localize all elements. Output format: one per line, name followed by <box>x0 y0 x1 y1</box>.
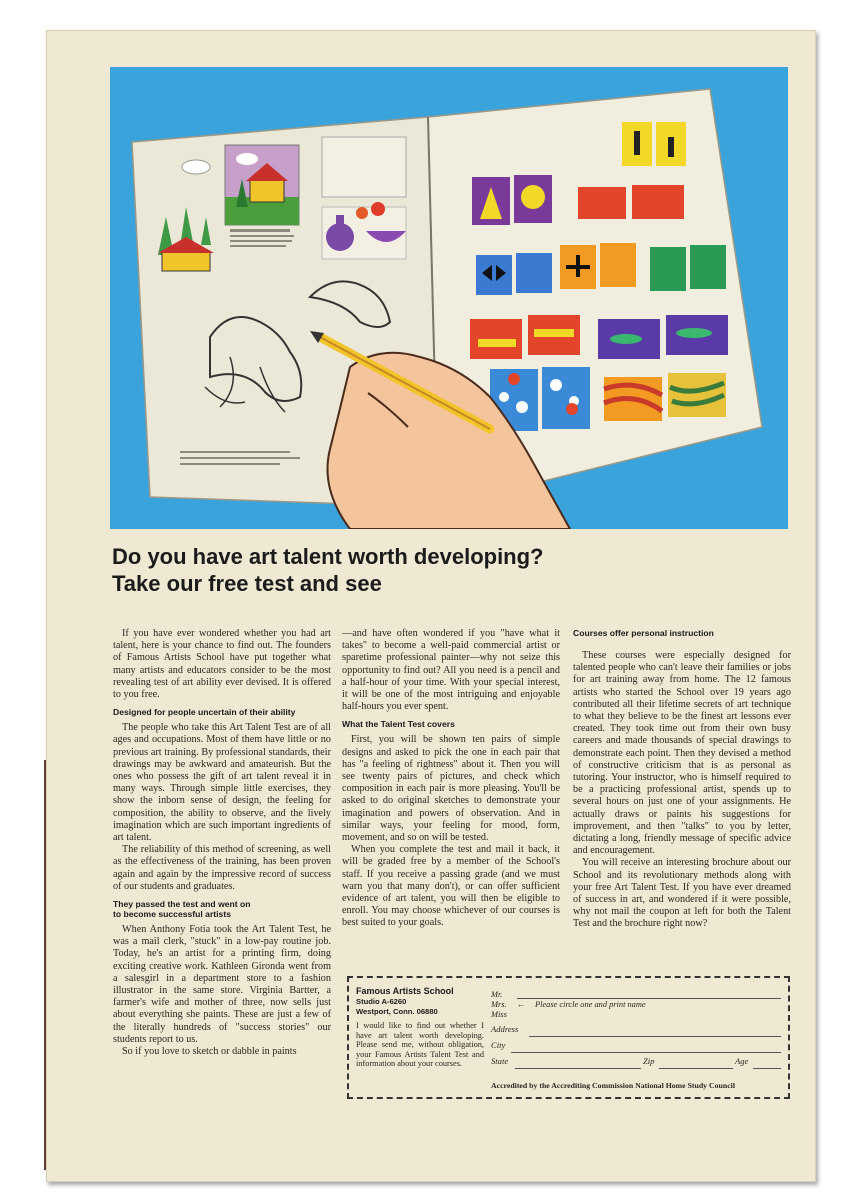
city-field[interactable] <box>491 1040 781 1056</box>
subheading-passed-test-line-2: to become successful artists <box>113 909 231 920</box>
name-line[interactable] <box>517 998 781 999</box>
paragraph-success-stories: When Anthony Fotia took the Art Talent Test, he was a mail clerk, "stuck" in a low-pay routine job. Today, he's an artist for a printing firm, doing exciting creative work. Kathleen Gironda went from a salesgirl in a department store to a fashion illustrator in the same store. Virginia Bartter, a farmer's wife and mother of three, now sells just about everything she paints. These are just a few of the literally hundreds of "success stories" our students report to us. <box>113 924 331 1045</box>
art-test-illustration <box>110 67 788 529</box>
coupon-school-info <box>356 986 484 1069</box>
state-label: State <box>491 1056 509 1066</box>
state-line[interactable] <box>515 1068 641 1069</box>
title-note: Please circle one and print name <box>535 1000 646 1009</box>
paragraph-brochure: You will receive an interesting brochure about our School and its revolutionary methods along with your free Art Talent Test. If you have ever dreamed of success in art, and wondered if it were possible, why not mail the coupon at left for both the Talent Test and the brochure right now? <box>573 857 791 930</box>
paragraph-reliability: The reliability of this method of screening, as well as the effectiveness of the training, has been proven again and again by the impressive record of success of our students and graduates. <box>113 844 331 892</box>
title-field[interactable] <box>491 990 781 1024</box>
paragraph-first-designs: First, you will be shown ten pairs of simple designs and asked to pick the one in each pair that has "a feeling of rightness" about it. Then you will see twenty pairs of pictures, and check which composition in each pair is more pleasing. You'll be asked to do original sketches to demonstrate your imagination and powers of observation. And in similar ways, your feeling for mood, form, movement, and so on will be tested. <box>342 734 560 844</box>
accreditation-note: Accredited by the Accrediting Commission National Home Study Council <box>491 1081 736 1090</box>
city-label: City <box>491 1040 506 1050</box>
paragraph-what-it-takes: —and have often wondered if you "have what it takes" to become a well-paid commercial artist or sparetime professional painter—why not seize this opportunity to find out? All you need is a pencil and a half-hour of your time. With your special interest, it will be one of the most intriguing and enjoyable half-hours you ever spent. <box>342 628 560 713</box>
subheading-personal-instruction: Courses offer personal instruction <box>573 628 714 638</box>
subheading-passed-test <box>113 899 331 919</box>
address-field[interactable] <box>491 1024 781 1040</box>
zip-label: Zip <box>643 1056 655 1066</box>
zip-line[interactable] <box>659 1068 733 1069</box>
subheading-uncertain-ability: Designed for people uncertain of their ability <box>113 707 296 718</box>
address-label: Address <box>491 1024 519 1034</box>
age-line[interactable] <box>753 1068 781 1069</box>
coupon-request-text: I would like to find out whether I have art talent worth developing. Please send me, without obligation, your Famous Artists Talent Test and information about your courses. <box>356 1021 484 1069</box>
coupon-form <box>491 990 781 1072</box>
article-column-2 <box>342 628 560 930</box>
state-zip-age-field[interactable] <box>491 1056 781 1072</box>
intro-paragraph: If you have ever wondered whether you had art talent, here is your chance to find out. The founders of Famous Artists School have put together what many artists and educators consider to be the most revealing test of art ability ever devised. It is offered to you free. <box>113 628 331 701</box>
headline <box>112 543 752 597</box>
paragraph-grading: When you complete the test and mail it back, it will be graded free by a member of the School's staff. If you receive a passing grade (and we must warn you that many don't), or can offer sufficient evidence of art talent, you will then be eligible to enroll. You may choose whichever of our courses is best suited to your goals. <box>342 844 560 929</box>
arrow-left-icon: ← <box>517 1000 526 1009</box>
mail-in-coupon[interactable] <box>347 976 790 1099</box>
title-mrs[interactable]: Mrs. <box>491 1000 507 1009</box>
age-label: Age <box>735 1056 749 1066</box>
subheading-passed-test-line-1: They passed the test and went on <box>113 899 251 910</box>
school-city-state: Westport, Conn. 06880 <box>356 1007 438 1016</box>
headline-line-2: Take our free test and see <box>112 571 382 596</box>
school-name: Famous Artists School <box>356 986 454 996</box>
headline-line-1: Do you have art talent worth developing? <box>112 544 544 569</box>
subheading-test-covers: What the Talent Test covers <box>342 719 455 730</box>
title-miss[interactable]: Miss <box>491 1010 507 1019</box>
test-book-artwork <box>110 67 788 529</box>
paragraph-people: The people who take this Art Talent Test are of all ages and occupations. Most of them have little or no previous art training. By professional standards, their drawings may be awkward and amateurish. But the ones who possess the gift of art talent reveal it in many ways. Through simple little exercises, they show the inborn sense of design, the feeling for composition, the ability to observe, and the lively imagination which are such important ingredients of art talent. <box>113 722 331 844</box>
paragraph-sketch-dabble: So if you love to sketch or dabble in paints <box>122 1046 297 1058</box>
paragraph-courses: These courses were especially designed for talented people who can't leave their families or jobs for art training away from home. The 12 famous artists who started the School over 19 years ago contributed all their lifetime secrets of art technique to what they believe to be the finest art lessons ever created. They took time out from their own busy careers and made thousands of special drawings to demonstrate each point. Then they devised a method of constructive criticism that is as personal as tutoring. Your instructor, who is himself required to be a practicing professional artist, spends up to several hours on just one of your assignments. He actually draws or paints his suggestions for improvement, and then "talks" to you by letter, dictating a long, friendly message of specific advice and encouragement. <box>573 650 791 857</box>
city-line[interactable] <box>511 1052 781 1053</box>
article-column-3 <box>573 628 791 931</box>
title-mr[interactable]: Mr. <box>491 990 503 999</box>
studio-code: Studio A-6260 <box>356 997 407 1006</box>
address-line[interactable] <box>529 1036 781 1037</box>
article-column-1 <box>113 628 331 1058</box>
